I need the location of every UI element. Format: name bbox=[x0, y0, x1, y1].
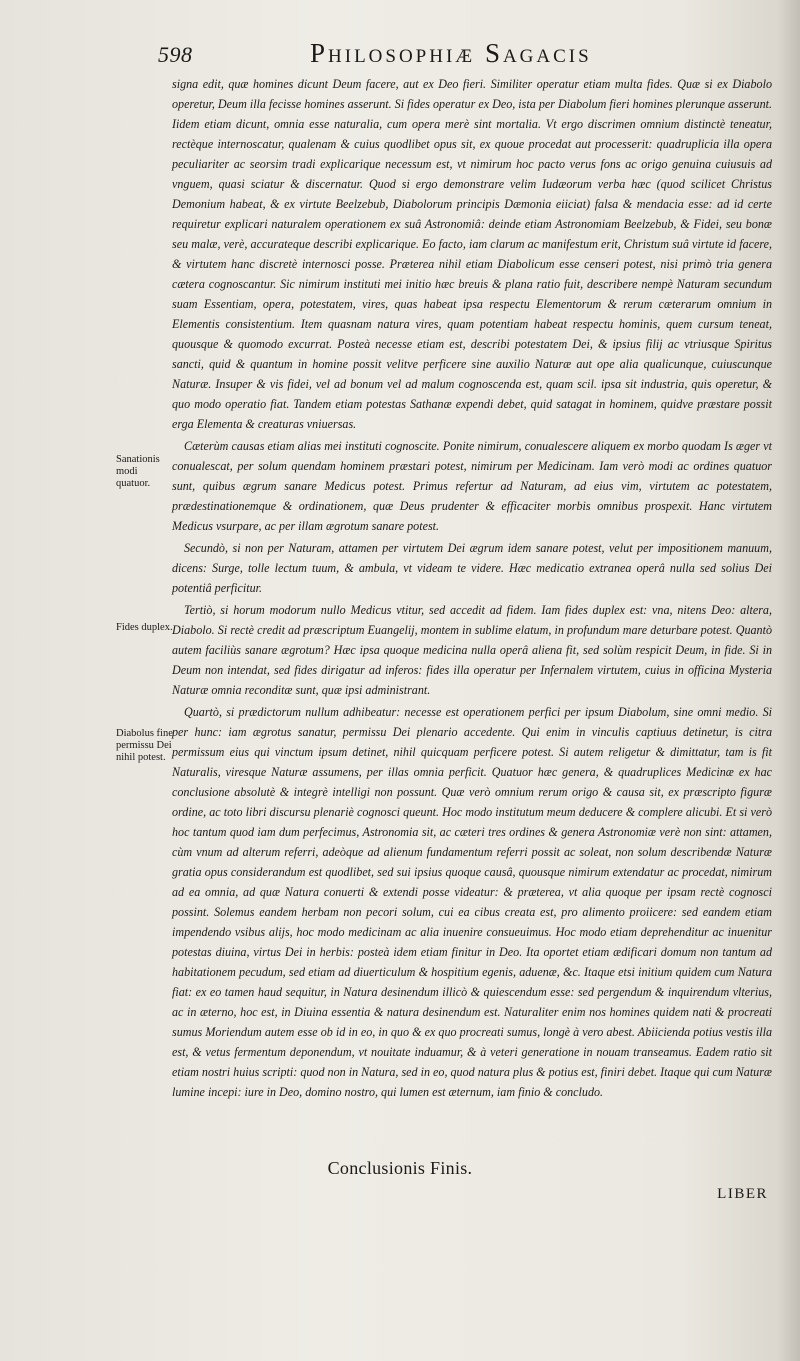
margin-note-fides: Fides duplex. bbox=[116, 622, 173, 633]
paragraph: Tertiò, si horum modorum nullo Medicus vtitur, sed accedit ad fidem. Iam fides duplex est: vna, nitens Deo: altera, Diabolo. Si rectè credit ad præscriptum Euangelij, montem in sublime elatum, in profundum mare deturbare potest. Quantò autem faciliùs sanare ægrotum? Hæc ipsa quoque medicina nulla operâ aliena fit, sed solùm respicit Deum, in fide. Si in Deum non intendat, sed fides dirigatur ad inferos: fides illa operatur per Infernalem virtutem, cuius in officina Mysteria Naturæ omnia reconditæ sunt, quæ ipsi administrant. bbox=[172, 603, 772, 697]
paragraph: signa edit, quæ homines dicunt Deum facere, aut ex Deo fieri. Similiter operatur etiam multa fides. Quæ si ex Diabolo operetur, Deum illa fecisse homines asserunt. Si fides operatur ex Deo, ista per Diabolum fieri homines plerunque asserunt. Iidem etiam dicunt, omnia esse naturalia, cum opera merè sint mortalia. Vt ergo discrimen omnium distinctè teneatur, rectèque internoscatur, qualenam & cuius quodlibet opus sit, ex quoue procedat aut processerit: quadruplicia illa opera peculiariter ac seorsim tradi explicarique necessum est, vt nimirum hoc pacto verus fons ac origo genuina cuiusuis ad vnguem, quasi sciatur & discernatur. Quod si ergo demonstrare velim Iudæorum verba hæc (quod scilicet Christus Demonium habeat, & ex virtute Beelzebub, Diabolorum principis Dæmonia eiiciat) falsa & mendacia esse: ad id certe requiretur explicari naturalem operationem ex suâ Astronomiâ: deinde etiam Astronomiam Beelzebub, & Fidei, seu bonæ seu malæ, verè, accurateque describi explicarique. Eo facto, iam clarum ac manifestum erit, Christum suâ virtute id facere, & virtutem hanc discretè internosci posse. Præterea nihil etiam Diabolicum esse censeri potest, nisi primò tria genera cætera cognoscantur. Sic nimirum instituti mei initio hæc breuis & plana ratio fuit, describere nempè Naturam secundum suam Essentiam, opera, potestatem, vires, quas habeat ipsa respectu Elementorum & rerum cæterarum omnium in Elementis consistentium. Item quasnam natura vires, quam potentiam habeat respectu hominis, quem cursum teneat, quousque & quomodo excurrat. Posteà necesse etiam est, describi potestatem Dei, & ipsius filij ac vtriusque Spiritus sancti, quid & quantum in homine possit velitve perficere sine auxilio Naturæ aut ope alia qualicunque, cuiuscunque Naturæ. Insuper & vis fidei, vel ad bonum vel ad malum cognoscenda est, quam scil. ipsa sit industria, quis operetur, & quo modo operatio fiat. Tandem etiam potestas Sathanæ expendi debet, quid satagat in hominem, quidve præstare possit erga Elementa & creaturas vniuersas. bbox=[172, 77, 772, 431]
margin-note-diabolus: Diabolus fine permissu Dei nihil potest. bbox=[116, 728, 173, 763]
margin-note-sanationis: Sanationis modi quatuor. bbox=[116, 454, 160, 489]
catchword: LIBER bbox=[717, 1186, 768, 1202]
running-title: Philosophiæ Sagacis bbox=[310, 38, 592, 68]
page-header bbox=[150, 38, 750, 74]
conclusion-title: Conclusionis Finis. bbox=[327, 1158, 473, 1178]
paragraph: Cæterùm causas etiam alias mei instituti cognoscite. Ponite nimirum, conualescere aliquem ex morbo quodam Is æger vt conualescat, per solum quendam hominem præstari potest, nimirum per Medicinam. Iam verò modi ac ordines quatuor sunt, quibus ægrum sanare Medicus potest. Primus refertur ad Naturam, ad eius vim, virtutem ac potestatem, prædestinationemque & ordinationem, quæ Deus prudenter & efficaciter morbis omnibus prospexit. Hanc virtutem Medicus vsurpare, ac per illam ægrotum sanare potest. bbox=[172, 439, 772, 533]
page-number: 598 bbox=[158, 42, 193, 67]
body-text bbox=[172, 74, 772, 1102]
paragraph: Quartò, si prædictorum nullum adhibeatur: necesse est operationem perfici per ipsum Diabolum, sine omni medio. Si per hunc: iam ægrotus sanatur, permissu Dei plenario accedente. Qui enim in vinculis captiuus detinetur, is citra permissum eius qui vinctum ipsum detinet, nihil quicquam perficere potest. Si autem religetur & dimittatur, tam is fit Naturalis, viresque Naturæ assumens, per illas omnia perficit. Quatuor hæc genera, & quadruplices Medicinæ ex hac conclusione absolutè & integrè intelligi non possunt. Quæ verò omnium rerum origo & causa sit, ex præscripto figuræ ordine, ac toto libri discursu plenariè cognosci queunt. Hoc modo institutum meum deducere & complere alicubi. Et si verò hoc tantum quod iam dum perfecimus, Astronomia sit, ac cæteri tres ordines & genera Astronomiæ verè non sint: attamen, cùm vnum ad alterum referri, adeòque ad alienum fundamentum referri possit ac soleat, non solum describendæ Naturæ gratia opus considerandum est quodlibet, sed sui ipsius quoque causâ, quousque nimirum extendatur ac procedat, nimirum ad ea omnia, ad quæ Natura conuerti & extendi posse videatur: & præterea, vt alia quoque per ipsam rectè cognosci possint. Solemus eandem herbam non pecori solum, cui ea cibus creata est, pro alimento proiicere: sed eandem etiam impendendo vsibus alijs, hoc modo medicinam ac alia inuenire consueuimus. Hoc modo etiam deprehenditur ac inuenitur potestas diuina, virtus Dei in herbis: posteà idem etiam finitur in Deo. Ita oportet etiam ædificari domum non tantum ad habitationem pecudum, sed etiam ad diuerticulum & hospitium egenis, aduenæ, &c. Itaque etsi initium quidem cum Natura fiat: ex eo tamen haud sequitur, in Natura desinendum illicò & quiescendum esse: sed pergendum & inquirendum vlterius, ac in æterno, hoc est, in Diuina essentia & natura desinendum est. Naturaliter enim nos homines quidem nati & procreati sumus Moriendum autem esse ob id in eo, in quo & ex quo procreati sumus, longè à vero abest. Abiicienda potius vestis illa est, & vetus fermentum deponendum, vt nouitate induamur, & à veteri generatione in nouam transeamus. Eadem ratio sit etiam nostri huius scripti: quod non in Natura, sed in eo, quod natura plus & potius est, finiri debet. Itaque qui cum Naturæ lumine incepi: iure in Deo, domino nostro, qui lumen est æternum, iam finio & concludo. bbox=[172, 705, 772, 1099]
paragraph: Secundò, si non per Naturam, attamen per virtutem Dei ægrum idem sanare potest, velut per impositionem manuum, dicens: Surge, tolle lectum tuum, & ambula, vt videam te videre. Hæc medicatio extranea operâ nulla sed solius Dei potentiâ perficitur. bbox=[172, 541, 772, 595]
